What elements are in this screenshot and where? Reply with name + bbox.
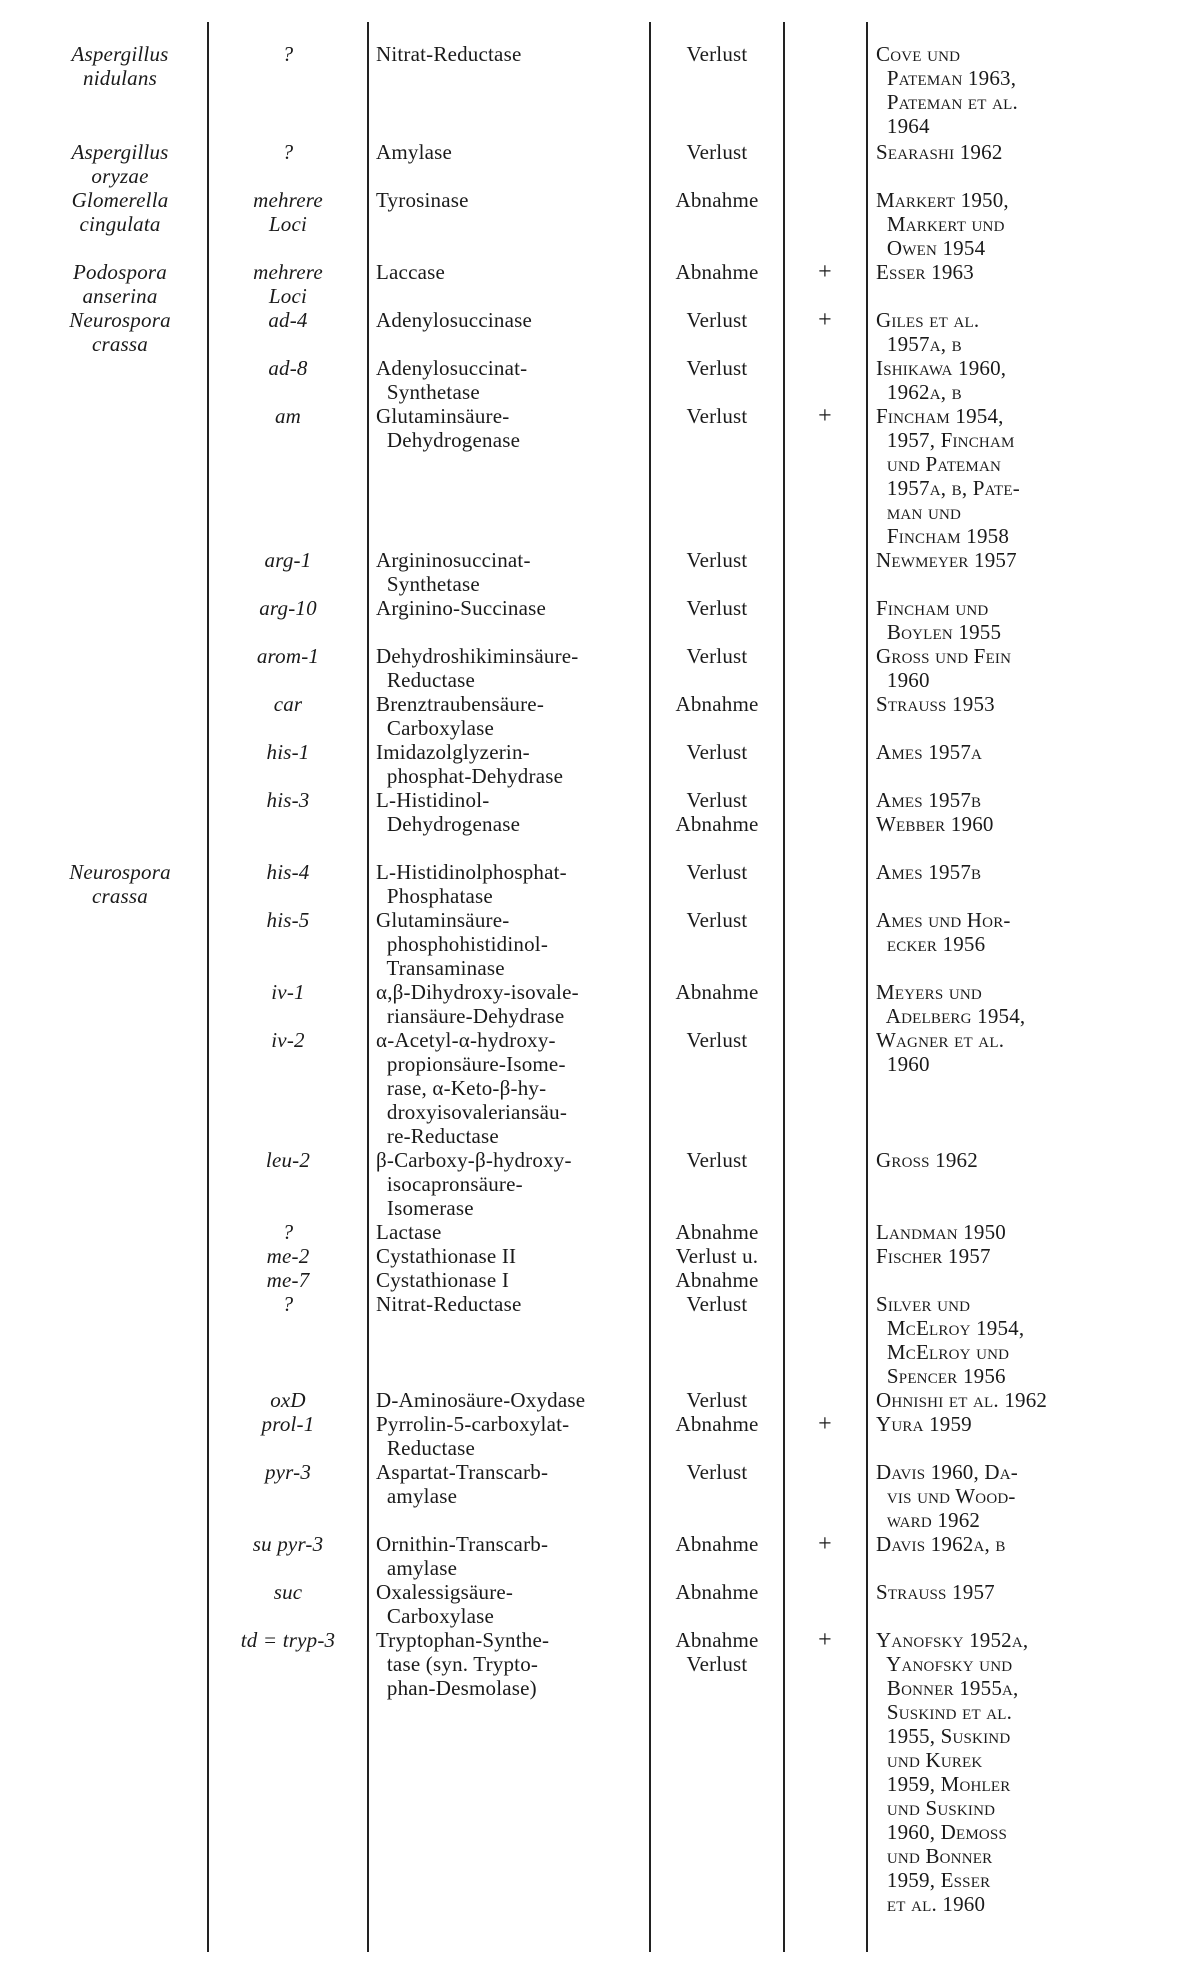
literature-cell: Yura 1959 (876, 1412, 972, 1436)
effect-cell: Abnahme (675, 1220, 759, 1244)
enzyme-cell: Cystathionase I (376, 1268, 510, 1292)
gene-cell: mehrere Loci (253, 188, 323, 236)
literature-cell: Markert 1950, Markert und Owen 1954 (876, 188, 1009, 260)
plus-mark-cell: + (818, 307, 832, 333)
literature-cell: Ames 1957b Webber 1960 (876, 788, 994, 836)
gene-cell: his-3 (266, 788, 310, 812)
gene-cell: ad-4 (268, 308, 308, 332)
column-rule-5 (866, 22, 868, 1952)
effect-cell: Verlust (686, 596, 748, 620)
effect-cell: Abnahme (675, 188, 759, 212)
literature-cell: Silver und McElroy 1954, McElroy und Spencer 1956 (876, 1292, 1025, 1388)
literature-cell: Fincham 1954, 1957, Fincham und Pateman 1957a, b, Pate- man und Fincham 1958 (876, 404, 1020, 548)
effect-cell: Verlust (686, 1388, 748, 1412)
effect-cell: Verlust (686, 908, 748, 932)
gene-cell: su pyr-3 (252, 1532, 324, 1556)
literature-cell: Wagner et al. 1960 (876, 1028, 1005, 1076)
literature-cell: Giles et al. 1957a, b (876, 308, 980, 356)
enzyme-cell: Amylase (376, 140, 453, 164)
enzyme-cell: L-Histidinolphosphat- Phosphatase (376, 860, 567, 908)
enzyme-cell: Pyrrolin-5-carboxylat- Reductase (376, 1412, 570, 1460)
enzyme-cell: Nitrat-Reductase (376, 1292, 522, 1316)
plus-mark-cell: + (818, 1411, 832, 1437)
enzyme-cell: Oxalessigsäure- Carboxylase (376, 1580, 514, 1628)
enzyme-cell: Brenztraubensäure- Carboxylase (376, 692, 545, 740)
enzyme-cell: Argininosuccinat- Synthetase (376, 548, 531, 596)
effect-cell: Verlust (686, 1292, 748, 1316)
organism-cell: Podospora anserina (73, 260, 167, 308)
effect-cell: Verlust (686, 356, 748, 380)
organism-cell: Aspergillus nidulans (71, 42, 169, 90)
gene-cell: car (273, 692, 303, 716)
effect-cell: Abnahme (675, 1412, 759, 1436)
effect-cell: Verlust (686, 1028, 748, 1052)
effect-cell: Abnahme (675, 1580, 759, 1604)
enzyme-cell: Tyrosinase (376, 188, 469, 212)
effect-cell: Verlust Abnahme (675, 788, 759, 836)
gene-cell: pyr-3 (264, 1460, 312, 1484)
effect-cell: Verlust (686, 860, 748, 884)
literature-cell: Davis 1960, Da- vis und Wood- ward 1962 (876, 1460, 1018, 1532)
literature-cell: Esser 1963 (876, 260, 974, 284)
literature-cell: Fincham und Boylen 1955 (876, 596, 1002, 644)
enzyme-cell: Lactase (376, 1220, 442, 1244)
gene-cell: arg-10 (259, 596, 317, 620)
organism-cell: Glomerella cingulata (71, 188, 169, 236)
literature-cell: Strauss 1957 (876, 1580, 995, 1604)
column-rule-2 (367, 22, 369, 1952)
literature-cell: Ohnishi et al. 1962 (876, 1388, 1048, 1412)
gene-cell: me-7 (266, 1268, 310, 1292)
enzyme-cell: β-Carboxy-β-hydroxy- isocapronsäure- Isomerase (376, 1148, 572, 1220)
effect-cell: Verlust u. (675, 1244, 759, 1268)
gene-cell: arom-1 (256, 644, 320, 668)
literature-cell: Meyers und Adelberg 1954, (876, 980, 1026, 1028)
literature-cell: Ames 1957b (876, 860, 982, 884)
literature-cell: Fischer 1957 (876, 1244, 991, 1268)
enzyme-cell: Ornithin-Transcarb- amylase (376, 1532, 549, 1580)
enzyme-cell: L-Histidinol- Dehydrogenase (376, 788, 521, 836)
organism-cell: Neurospora crassa (69, 308, 171, 356)
literature-cell: Newmeyer 1957 (876, 548, 1017, 572)
effect-cell: Verlust (686, 644, 748, 668)
gene-cell: ? (282, 1220, 294, 1244)
column-rule-3 (649, 22, 651, 1952)
organism-cell: Neurospora crassa (69, 860, 171, 908)
gene-cell: iv-1 (271, 980, 305, 1004)
literature-cell: Strauss 1953 (876, 692, 995, 716)
gene-cell: ? (282, 1292, 294, 1316)
gene-cell: ? (282, 140, 294, 164)
gene-cell: his-4 (266, 860, 310, 884)
plus-mark-cell: + (818, 403, 832, 429)
literature-cell: Searashi 1962 (876, 140, 1003, 164)
gene-cell: oxD (270, 1388, 306, 1412)
gene-cell: am (274, 404, 302, 428)
gene-cell: ad-8 (268, 356, 308, 380)
enzyme-cell: Adenylosuccinase (376, 308, 532, 332)
enzyme-cell: Glutaminsäure- phosphohistidinol- Transaminase (376, 908, 549, 980)
literature-cell: Ames 1957a (876, 740, 983, 764)
gene-cell: arg-1 (264, 548, 312, 572)
gene-cell: ? (282, 42, 294, 66)
gene-cell: prol-1 (261, 1412, 315, 1436)
effect-cell: Verlust (686, 740, 748, 764)
gene-cell: iv-2 (271, 1028, 305, 1052)
effect-cell: Verlust (686, 1148, 748, 1172)
literature-cell: Gross und Fein 1960 (876, 644, 1012, 692)
literature-cell: Gross 1962 (876, 1148, 978, 1172)
plus-mark-cell: + (818, 259, 832, 285)
gene-cell: leu-2 (265, 1148, 311, 1172)
enzyme-cell: D-Aminosäure-Oxydase (376, 1388, 586, 1412)
literature-cell: Yanofsky 1952a, Yanofsky und Bonner 1955a, Suskind et al. 1955, Suskind und Kurek 1959, Mohler und Suskind 1960, Demoss und Bonner 1959, Esser et al. 1960 (876, 1628, 1029, 1916)
enzyme-cell: α-Acetyl-α-hydroxy- propionsäure-Isome- rase, α-Keto-β-hy- droxyisovaleriansäu- re-Reductase (376, 1028, 568, 1148)
enzyme-cell: Dehydroshikiminsäure- Reductase (376, 644, 579, 692)
effect-cell: Verlust (686, 548, 748, 572)
enzyme-cell: Imidazolglyzerin- phosphat-Dehydrase (376, 740, 564, 788)
effect-cell: Verlust (686, 42, 748, 66)
literature-cell: Cove und Pateman 1963, Pateman et al. 1964 (876, 42, 1018, 138)
effect-cell: Abnahme Verlust (675, 1628, 759, 1676)
enzyme-cell: Cystathionase II (376, 1244, 517, 1268)
effect-cell: Abnahme (675, 1532, 759, 1556)
enzyme-cell: α,β-Dihydroxy-isovale- riansäure-Dehydrase (376, 980, 579, 1028)
enzyme-cell: Arginino-Succinase (376, 596, 547, 620)
enzyme-cell: Laccase (376, 260, 446, 284)
column-rule-4 (783, 22, 785, 1952)
gene-cell: suc (273, 1580, 303, 1604)
literature-cell: Landman 1950 (876, 1220, 1006, 1244)
gene-cell: his-1 (266, 740, 310, 764)
gene-cell: his-5 (266, 908, 310, 932)
effect-cell: Abnahme (675, 980, 759, 1004)
gene-cell: me-2 (266, 1244, 310, 1268)
literature-cell: Ishikawa 1960, 1962a, b (876, 356, 1007, 404)
effect-cell: Verlust (686, 1460, 748, 1484)
effect-cell: Abnahme (675, 260, 759, 284)
enzyme-cell: Adenylosuccinat- Synthetase (376, 356, 528, 404)
effect-cell: Abnahme (675, 692, 759, 716)
effect-cell: Abnahme (675, 1268, 759, 1292)
enzyme-cell: Tryptophan-Synthe- tase (syn. Trypto- phan-Desmolase) (376, 1628, 550, 1700)
literature-cell: Davis 1962a, b (876, 1532, 1006, 1556)
organism-cell: Aspergillus oryzae (71, 140, 169, 188)
enzyme-cell: Nitrat-Reductase (376, 42, 522, 66)
gene-cell: td = tryp-3 (240, 1628, 336, 1652)
effect-cell: Verlust (686, 404, 748, 428)
literature-cell: Ames und Hor- ecker 1956 (876, 908, 1011, 956)
column-rule-1 (207, 22, 209, 1952)
effect-cell: Verlust (686, 140, 748, 164)
plus-mark-cell: + (818, 1627, 832, 1653)
gene-cell: mehrere Loci (253, 260, 323, 308)
plus-mark-cell: + (818, 1531, 832, 1557)
effect-cell: Verlust (686, 308, 748, 332)
enzyme-cell: Aspartat-Transcarb- amylase (376, 1460, 549, 1508)
enzyme-cell: Glutaminsäure- Dehydrogenase (376, 404, 521, 452)
